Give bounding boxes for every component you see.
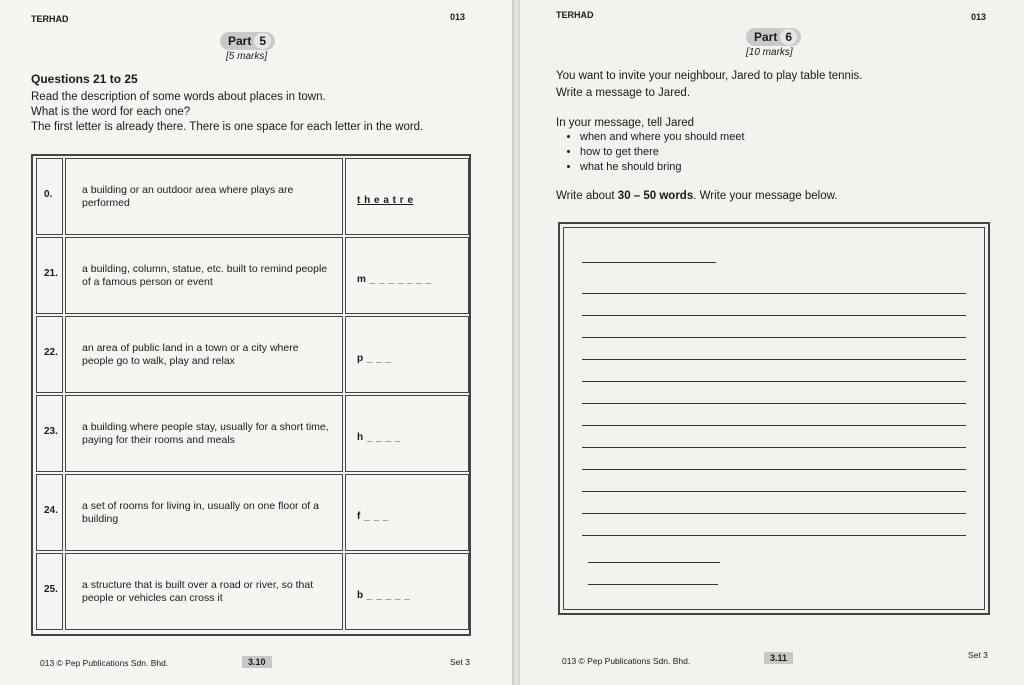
footer-set: Set 3 xyxy=(450,657,470,667)
bullet-item: • how to get there xyxy=(580,145,745,160)
part-number: 6 xyxy=(780,29,797,45)
tell-heading: In your message, tell Jared xyxy=(556,117,695,129)
part-badge xyxy=(220,32,275,50)
page-number: 3.11 xyxy=(764,652,793,664)
example-answer: t h e a t r e xyxy=(345,158,469,235)
answer-blank[interactable]: m _ _ _ _ _ _ _ xyxy=(345,237,469,314)
instruction-prefix: Write about xyxy=(556,190,618,202)
row-description: a building where people stay, usually for a short time, paying for their rooms and meals xyxy=(65,395,343,472)
writing-line xyxy=(582,447,966,448)
row-description: a building or an outdoor area where plays are performed xyxy=(65,158,343,235)
table-row xyxy=(36,316,466,393)
writing-line xyxy=(582,403,966,404)
row-description: an area of public land in a town or a city where people go to walk, play and relax xyxy=(65,316,343,393)
writing-line xyxy=(582,337,966,338)
row-description: a structure that is built over a road or river, so that people or vehicles can cross it xyxy=(65,553,343,630)
answer-blank[interactable]: p _ _ _ xyxy=(345,316,469,393)
part-number: 5 xyxy=(254,33,271,49)
instruction-1: Read the description of some words about places in town. xyxy=(31,91,326,103)
header-code: 013 xyxy=(971,12,987,22)
word-count: 30 – 50 words xyxy=(617,190,694,202)
row-description: a building, column, statue, etc. built to remind people of a famous person or event xyxy=(65,237,343,314)
instruction-3: The first letter is already there. There is one space for each letter in the word. xyxy=(31,121,424,133)
footer-publisher: 013 © Pep Publications Sdn. Bhd. xyxy=(562,656,691,666)
row-number: 21. xyxy=(36,237,63,314)
row-number: 23. xyxy=(36,395,63,472)
answer-blank[interactable]: b _ _ _ _ _ xyxy=(345,553,469,630)
message-writing-area[interactable] xyxy=(558,222,990,615)
header-code: 013 xyxy=(450,12,466,22)
row-number: 0. xyxy=(36,158,63,235)
table-row xyxy=(36,474,466,551)
book-spine xyxy=(512,0,520,685)
answer-blank[interactable]: f _ _ _ xyxy=(345,474,469,551)
right-page xyxy=(520,0,1024,685)
footer-set: Set 3 xyxy=(968,650,988,660)
intro-line-2: Write a message to Jared. xyxy=(556,87,691,99)
table-row xyxy=(36,158,466,235)
instruction-2: What is the word for each one? xyxy=(31,106,191,118)
row-number: 25. xyxy=(36,553,63,630)
writing-line xyxy=(582,425,966,426)
writing-line xyxy=(582,513,966,514)
table-row xyxy=(36,237,466,314)
bullet-item: • when and where you should meet xyxy=(580,130,745,145)
writing-line xyxy=(582,262,716,263)
questions-heading: Questions 21 to 25 xyxy=(31,72,138,86)
part-marks: [5 marks] xyxy=(226,51,268,62)
writing-line xyxy=(582,359,966,360)
part-label: Part xyxy=(754,30,778,44)
bullet-item: • what he should bring xyxy=(580,160,745,175)
bullet-list xyxy=(554,130,745,175)
writing-line xyxy=(582,293,966,294)
writing-line xyxy=(582,381,966,382)
row-number: 24. xyxy=(36,474,63,551)
part-label: Part xyxy=(228,34,252,48)
part-badge xyxy=(746,28,801,46)
writing-line xyxy=(588,584,718,585)
writing-line xyxy=(588,562,720,563)
row-number: 22. xyxy=(36,316,63,393)
answer-blank[interactable]: h _ _ _ _ xyxy=(345,395,469,472)
header-label: TERHAD xyxy=(556,10,594,20)
writing-line xyxy=(582,469,966,470)
part-marks: [10 marks] xyxy=(746,47,793,58)
table-row xyxy=(36,395,466,472)
vocabulary-table xyxy=(31,154,471,636)
instruction-suffix: . Write your message below. xyxy=(693,190,838,202)
page-number: 3.10 xyxy=(242,656,272,668)
word-count-instruction xyxy=(556,189,837,204)
footer-publisher: 013 © Pep Publications Sdn. Bhd. xyxy=(40,658,169,668)
writing-line xyxy=(582,491,966,492)
writing-line xyxy=(582,535,966,536)
intro-line-1: You want to invite your neighbour, Jared to play table tennis. xyxy=(556,70,863,82)
table-row xyxy=(36,553,466,630)
writing-line xyxy=(582,315,966,316)
row-description: a set of rooms for living in, usually on one floor of a building xyxy=(65,474,343,551)
writing-area-inner-border xyxy=(563,227,985,610)
header-label: TERHAD xyxy=(31,14,69,24)
